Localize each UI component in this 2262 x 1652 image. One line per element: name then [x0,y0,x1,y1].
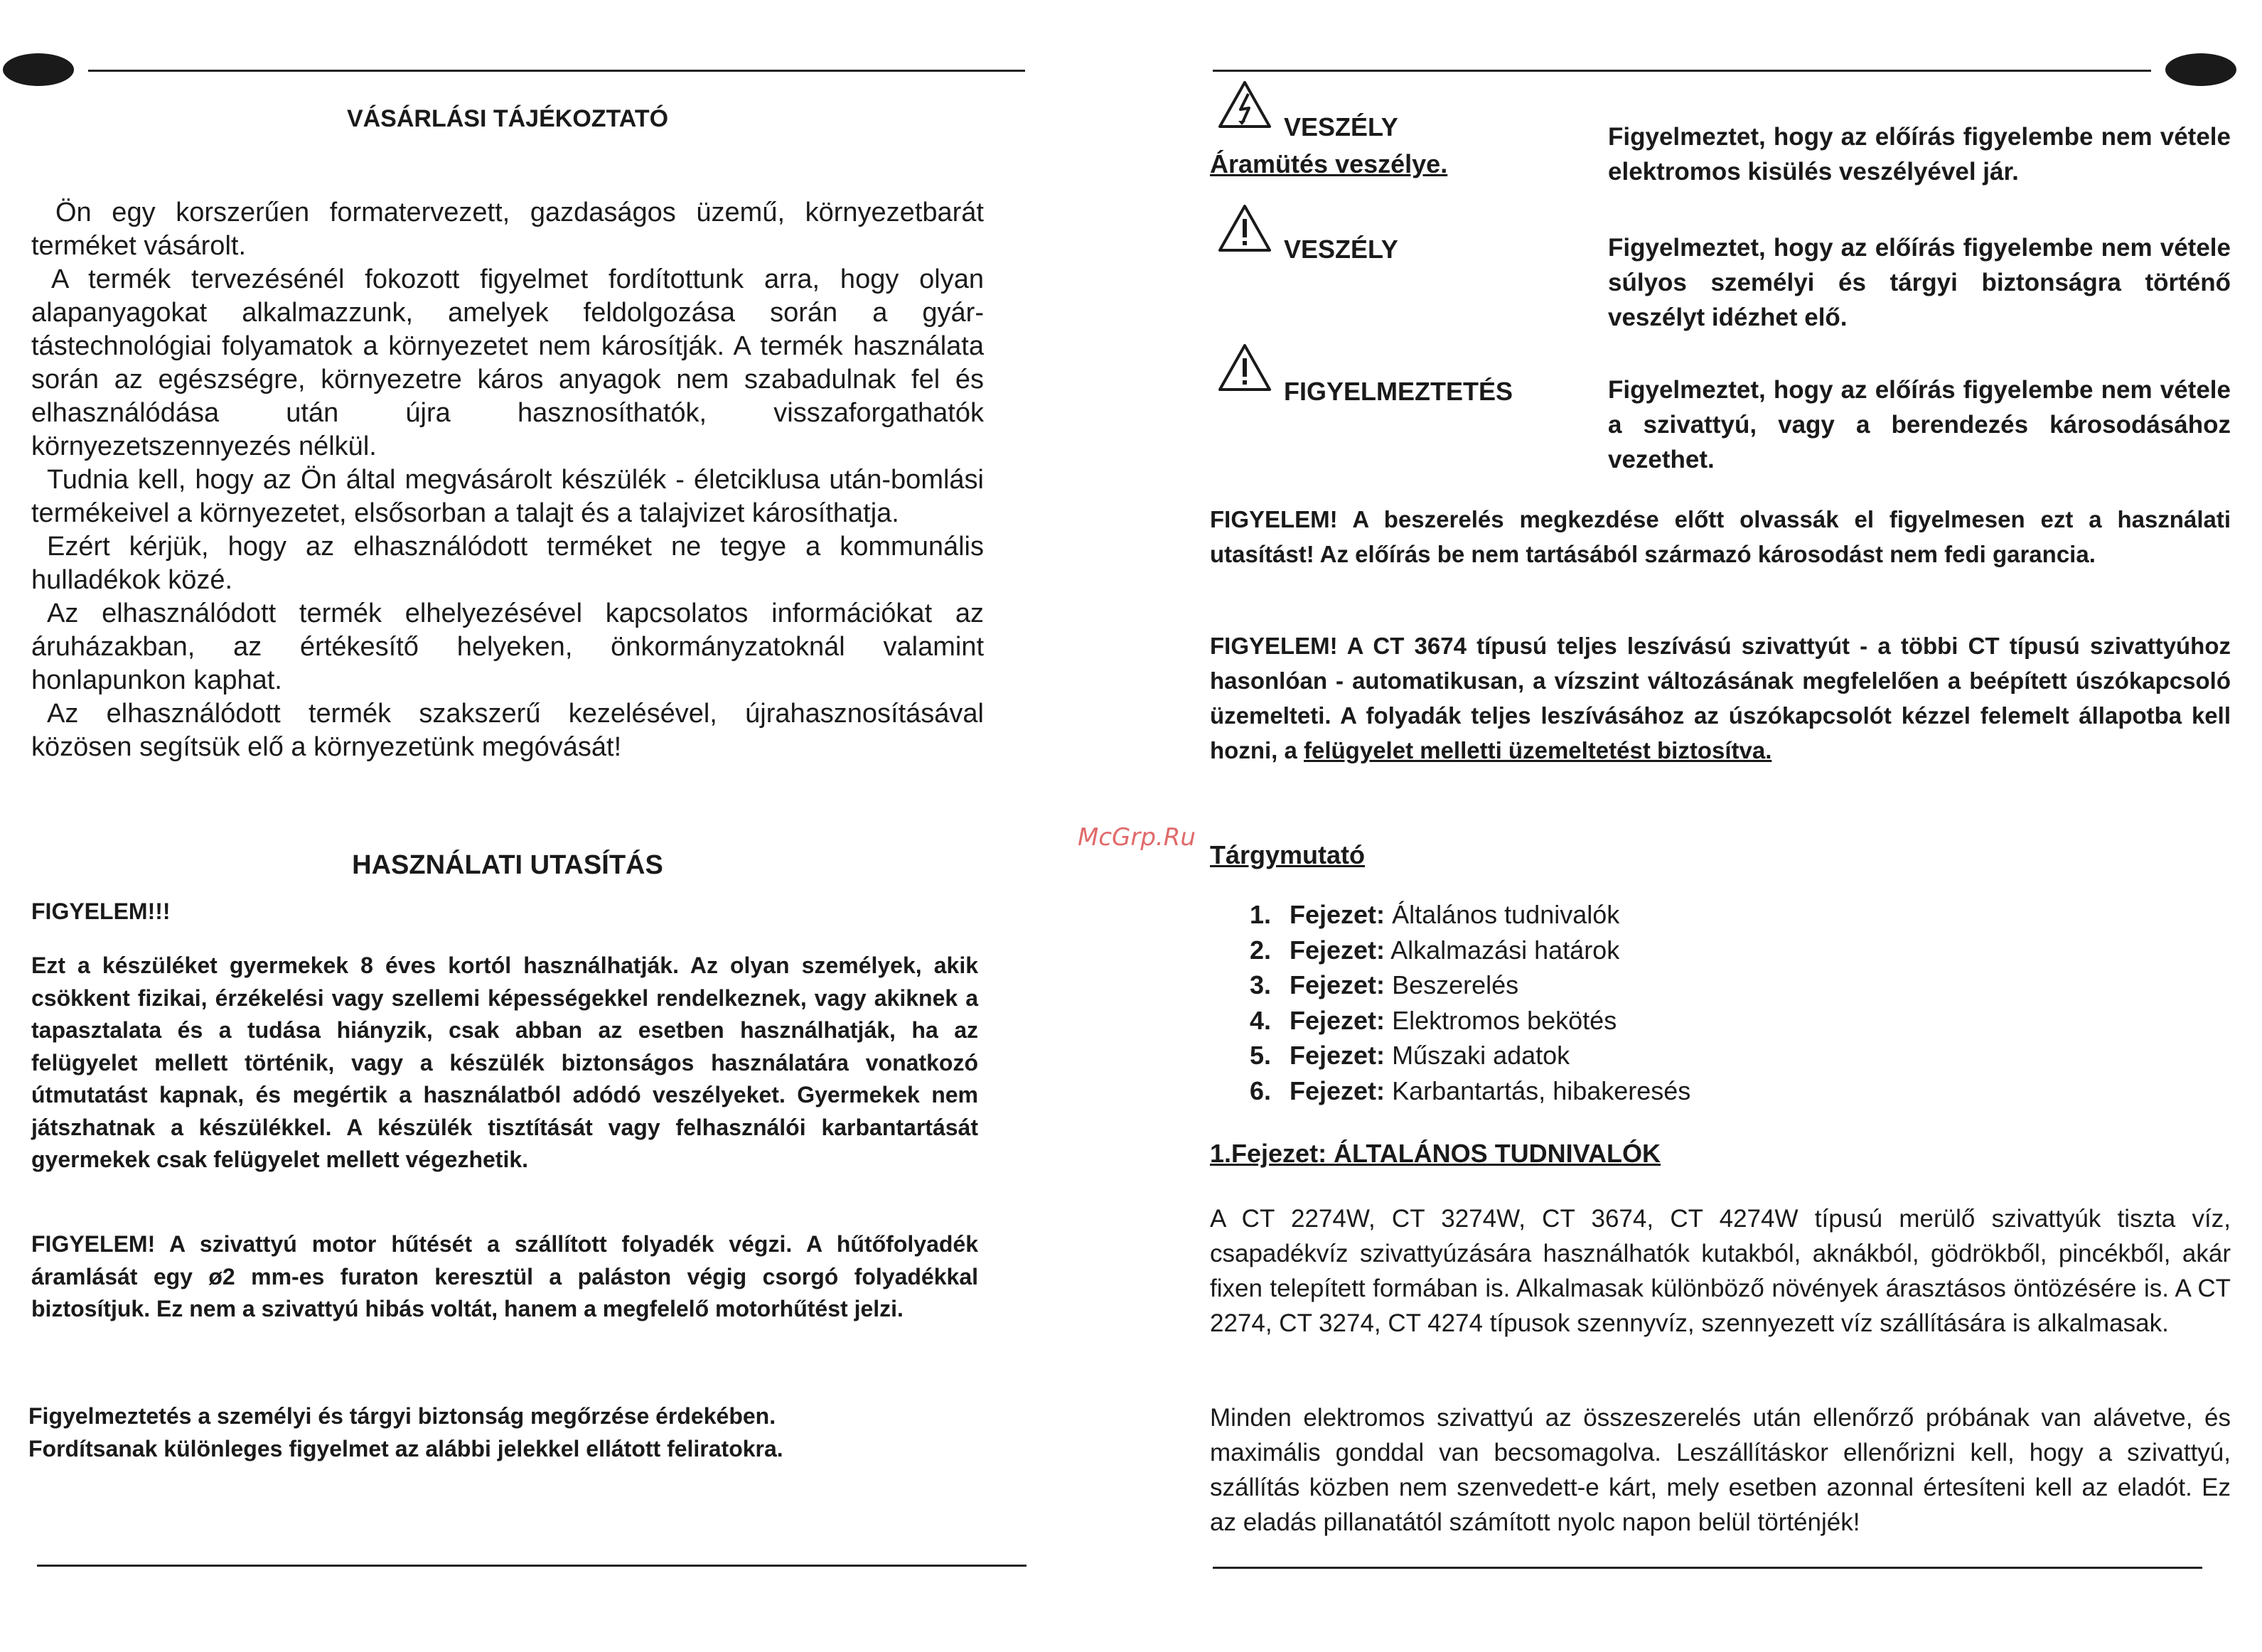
intro-paragraph: Ezért kérjük, hogy az elhasználódott terméket ne tegye a kommunális hulladékok közé. [31,532,984,595]
intro-paragraph: Ön egy korszerűen formatervezett, gazdaságos üzemű, környezetbarát terméket vásárolt. [31,198,984,261]
warning-sublabel: Áramütés veszélye. [1210,149,1448,178]
warning-text: Figyelmeztet, hogy az előírás figyelembe nem vétele súlyos személyi és tárgyi biztonságra történő veszélyt idézhet elő. [1608,234,2231,331]
toc-item-title: Karbantartás, hibakeresés [1392,1076,1691,1105]
intro-paragraph: Az elhasználódott termék szakszerű kezelésével, újrahasznosításával közösen segítsük elő a környezetünk megóvását! [31,699,984,762]
toc-item-keyword: Fejezet: [1290,1041,1385,1070]
toc-item-number: 6. [1250,1076,1272,1105]
chapter1-heading: 1.Fejezet: ÁLTALÁNOS TUDNIVALÓK [1210,1139,1661,1168]
watermark: McGrp.Ru [1078,823,1196,852]
toc-item-title: Alkalmazási határok [1390,935,1620,965]
toc-list [1250,897,1690,1108]
safety-note-line-2: Fordítsanak különleges figyelmet az alábbi jelekkel ellátott feliratokra. [28,1436,783,1461]
electric-hazard-icon [1217,80,1272,129]
toc-item-title: Általános tudnivalók [1392,900,1620,929]
toc-item [1250,897,1690,933]
danger-warning-icon [1217,203,1272,253]
intro-paragraph: A termék tervezésénél fokozott figyelmet fordítottunk arra, hogy olyan alapanyagokat alkalmazzunk, amelyek feldolgozása során a gyár-tástechnológiai folyamatok a környezetet nem károsítják. A termék használata során az egészségre, környezetre káros anyagok nem szabadulnak fel és elhasználódása után újra hasznosíthatók, visszaforgathatók környezetszennyezés nélkül. [31,264,984,461]
warning-text: Figyelmeztet, hogy az előírás figyelembe nem vétele elektromos kisülés veszélyével jár. [1608,123,2231,186]
toc-item-number: 1. [1250,900,1272,929]
caution-warning-icon [1217,343,1272,392]
warning-label: VESZÉLY [1284,112,1398,141]
warning-text: Figyelmeztet, hogy az előírás figyelembe nem vétele a szivattyú, vagy a berendezés károsodásához vezethet. [1608,376,2231,473]
toc-item-number: 2. [1250,935,1272,965]
toc-item-keyword: Fejezet: [1290,970,1385,999]
toc-item-title: Elektromos bekötés [1392,1005,1617,1035]
intro-paragraph: Tudnia kell, hogy az Ön által megvásárolt készülék - életciklusa után-bomlási termékeivel a környezetet, elsősorban a talajt és a talajvizet károsíthatja. [31,465,984,528]
toc-item-keyword: Fejezet: [1290,900,1385,929]
toc-item-title: Beszerelés [1392,970,1519,999]
chapter1-paragraph-1: A CT 2274W, CT 3274W, CT 3674, CT 4274W típusú merülő szivattyúk tiszta víz, csapadékvíz szivattyúzására használhatók kutakból, aknákból, gödrökből, pincékből, akár fixen telepített formában is. Alkalmasak különböző növények árasztásos öntözésére is. A CT 2274, CT 3274, CT 4274 típusok szennyvíz, szennyezett víz szállítására is alkalmasak. [1210,1205,2231,1337]
children-warning: Ezt a készüléket gyermekek 8 éves kortól használhatják. Az olyan személyek, akik csökkent fizikai, érzékelési vagy szellemi képességekkel rendelkeznek, vagy akiknek a tapasztalata és a tudása hiányzik, csak abban az esetben használhatják, ha az felügyelet mellett történik, vagy a készülék biztonságos használatára vonatkozó útmutatást kapnak, és megértik a használatból adódó veszélyeket. Gyermekek nem játszhatnak a készülékkel. A készülék tisztítását vagy felhasználói karbantartását gyermekek csak felügyelet mellett végezhetik. [31,953,978,1172]
toc-item-number: 4. [1250,1005,1272,1035]
toc-item [1250,1003,1690,1039]
toc-item [1250,933,1690,968]
attention-label: FIGYELEM!!! [31,899,171,924]
chapter1-paragraph-2: Minden elektromos szivattyú az összeszerelés után ellenőrző próbának van alávetve, és maximális gonddal van becsomagolva. Leszállításkor ellenőrizni kell, hogy a szivattyú, szállítás közben nem szenvedett-e kárt, mely esetben azonnal értesíteni kell az eladót. Ez az eladás pillanatától számított nyolc napon belül történjék! [1210,1404,2231,1536]
usage-heading: HASZNÁLATI UTASÍTÁS [352,850,663,880]
toc-item-title: Műszaki adatok [1392,1041,1570,1070]
toc-item-number: 3. [1250,970,1272,999]
right-top-rule [1213,70,2151,72]
cooling-warning: FIGYELEM! A szivattyú motor hűtését a szállított folyadék végzi. A hűtőfolyadék áramlását egy ø2 mm-es furaton keresztül a paláston végig csorgó folyadékkal biztosítjuk. Ez nem a szivattyú hibás voltát, hanem a megfelelő motorhűtést jelzi. [31,1231,978,1321]
intro-section [31,196,984,764]
toc-item-number: 5. [1250,1041,1272,1070]
toc-item [1250,1038,1690,1073]
toc-heading: Tárgymutató [1210,840,1366,869]
purchase-info-heading: VÁSÁRLÁSI TÁJÉKOZTATÓ [346,105,669,132]
intro-paragraph: Az elhasználódott termék elhelyezésével kapcsolatos információkat az áruházakban, az értékesítő helyeken, önkormányzatoknál valamint honlapunkon kaphat. [31,599,984,695]
ct3674-notice [1210,628,2231,768]
warning-row-electric [1210,80,2231,186]
left-bottom-rule [37,1565,1027,1567]
left-page-marker [3,53,74,86]
warning-row-danger [1210,203,2231,345]
toc-item-keyword: Fejezet: [1290,1076,1385,1105]
warning-row-caution [1210,343,2231,485]
left-top-rule [88,70,1025,72]
warning-label: VESZÉLY [1284,235,1398,264]
safety-note-line-1: Figyelmeztetés a személyi és tárgyi biztonság megőrzése érdekében. [28,1403,776,1429]
ct3674-notice-text: FIGYELEM! A CT 3674 típusú teljes leszívású szivattyút - a többi CT típusú szivattyúhoz hasonlóan - automatikusan, a vízszint változásának megfelelően a beépített úszókapcsoló üzemelteti. A folyadák teljes leszívásához az úszókapcsolót kézzel felemelt állapotba kell hozni, a [1210,633,2231,763]
warning-label: FIGYELMEZTETÉS [1284,377,1513,406]
right-bottom-rule [1213,1567,2202,1569]
toc-item [1250,1073,1690,1109]
ct3674-notice-underlined: felügyelet melletti üzemeltetést biztosítva. [1304,737,1772,763]
toc-item [1250,967,1690,1003]
install-notice: FIGYELEM! A beszerelés megkezdése előtt olvassák el figyelmesen ezt a használati utasítást! Az előírás be nem tartásából származó károsodást nem fedi garancia. [1210,506,2231,567]
toc-item-keyword: Fejezet: [1290,1005,1385,1035]
toc-item-keyword: Fejezet: [1290,935,1385,965]
